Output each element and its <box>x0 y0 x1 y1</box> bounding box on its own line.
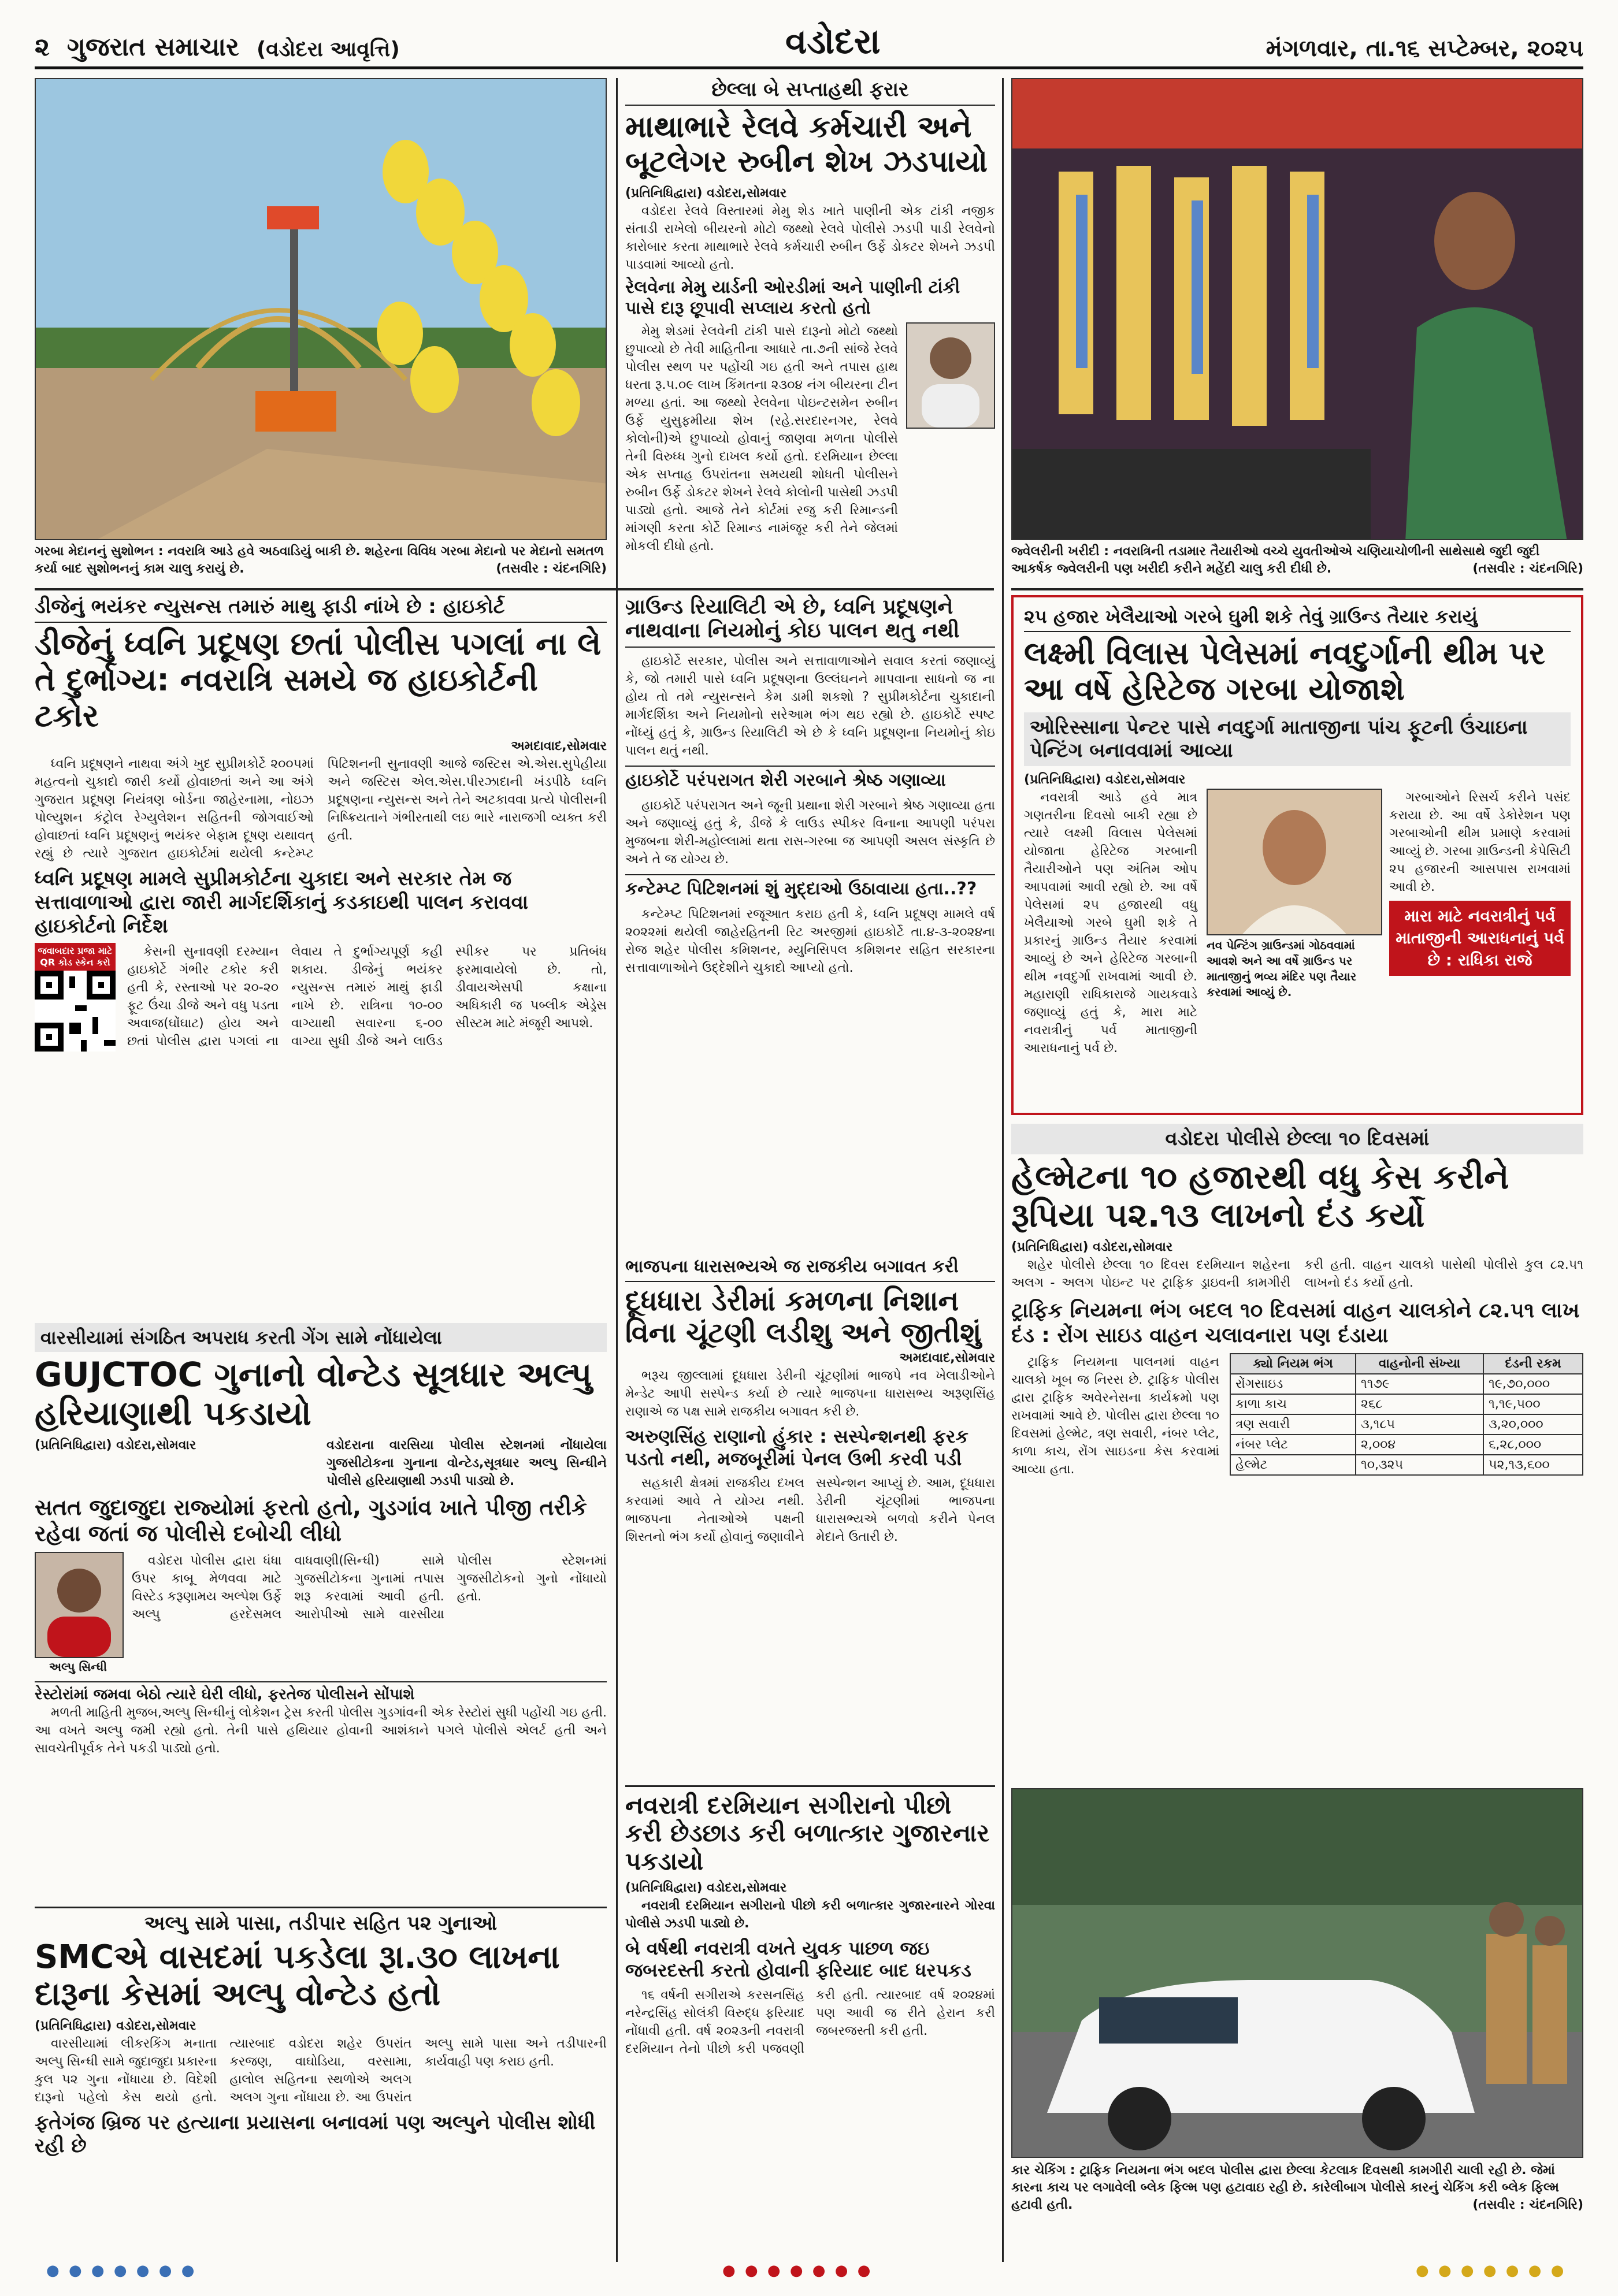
table-cell: હેલ્મેટ <box>1230 1455 1356 1475</box>
table-cell: ૩,૧૮૫ <box>1356 1414 1483 1435</box>
story-kicker: અલ્પુ સામે પાસા, તડીપાર સહિત ૫૨ ગુનાઓ <box>35 1907 607 1935</box>
person-icon <box>36 1553 123 1657</box>
story-kicker: વારસીયામાં સંગઠિત અપરાધ કરતી ગેંગ સામે નોંધાયેલા <box>35 1323 607 1352</box>
story-body-2 <box>625 797 995 868</box>
story-headline: હેલ્મેટના ૧૦ હજારથી વધુ કેસ કરીને રૂપિયા ૫૨.૧૩ લાખનો દંડ કર્યો <box>1011 1157 1509 1235</box>
story-headline: નવરાત્રી દરમિયાન સગીરાનો પીછો કરી છેડછાડ કરી બળાત્કાર ગુજારનાર પકડાયો <box>625 1785 995 1875</box>
story-subhead: સતત જુદાજુદા રાજ્યોમાં ફરતો હતો, ગુડગાંવ ખાતે પીજી તરીકે રહેવા જતાં જ પોલીસે દબોચી લીધો <box>35 1494 587 1547</box>
qr-block <box>35 943 116 1052</box>
fine-table <box>1230 1353 1583 1476</box>
lead-paragraph: નવરાત્રી દરમિયાન સગીરાનો પીછો કરી બળાત્કાર ગુજારનારને ગોરવા પોલીસે ઝડપી પાડ્યો છે. <box>625 1898 995 1931</box>
body-paragraph: કેસની સુનાવણી દરમ્યાન હાઇકોર્ટે ગંભીર ટકોર કરી હતી કે, રસ્તાઓ પર ૨૦-૨૦ ફૂટ ઉંચા ડીજે અને વધુ પડતા અવાજ(ઘોંઘાટ) હોય અને છતાં પોલીસ દ્વારા પગલાં ના લેવાય તે દુર્ભાગ્યપૂર્ણ કહી શકાય. ડીજેનું ભયંકર ન્યુસન્સ તમારું માથું ફાડી નાખે છે. રાત્રિના ૧૦-૦૦ વાગ્યાથી સવારના ૬-૦૦ વાગ્યા સુધી ડીજે અને લાઉડ સ્પીકર પર પ્રતિબંધ ફરમાવાયેલો છે. તો, ડીવાયએસપી કક્ષાના અધિકારી જ પબ્લીક એડ્રેસ સીસ્ટમ માટે મંજૂરી આપશે. <box>127 944 607 1049</box>
story-subhead: હાઇકોર્ટે પરંપરાગત શેરી ગરબાને શ્રેષ્ઠ ગણાવ્યા <box>625 766 995 791</box>
body-paragraph: વડોદરા પોલીસ દ્વારા ધંધા ઉપર કાબૂ મેળવવા માટે વિસ્ટેડ કરૂણામય અલ્પેશ ઉર્ફે અલ્પુ હરદેસમલ વાધવાણી(સિન્ધી) સામે ગુજસીટોકના ગુનામાં તપાસ શરૂ કરવામાં આવી હતી. આરોપીઓ સામે વારસીયા પોલીસ સ્ટેશનમાં ગુજસીટોકનો ગુનો નોંધાયો હતો. <box>132 1553 607 1622</box>
photo-credit: (તસવીર : ચંદનગિરિ) <box>1472 2198 1583 2212</box>
table-cell: નંબર પ્લેટ <box>1230 1435 1356 1455</box>
lead-paragraph: શહેર પોલીસે છેલ્લા ૧૦ દિવસ દરમિયાન શહેરના અલગ - અલગ પોઇન્ટ પર ટ્રાફિક ડ્રાઇવની કામગીરી કરી હતી. વાહન ચાલકો પાસેથી પોલીસે કુલ ૮૨.૫૧ લાખનો દંડ કર્યો હતો. <box>1011 1258 1583 1291</box>
table-cell: ૨૬૮ <box>1356 1394 1483 1414</box>
body-paragraph: હાઇકોર્ટે સરકાર, પોલીસ અને સત્તાવાળાઓને સવાલ કરતાં જણાવ્યું કે, જો તમારી પાસે ધ્વનિ પ્રદૂષણના ઉલ્લંઘનને માપવાના સાધનો જ ના હોય તો તમે ન્યુસન્સને કેમ ડામી શકશો ? સુપ્રીમકોર્ટના ચુકાદાની માર્ગદર્શિકા અને નિયમોનો સરેઆમ ભંગ થઇ રહ્યો છે. હાઇકોર્ટે સ્પષ્ટ નોંધ્યું હતું કે, ગ્રાઉન્ડ રિયાલિટી એ છે કે ધ્વનિ પ્રદૂષણના નિયમોનું કોઇ પાલન થતું નથી. <box>625 653 995 758</box>
body-paragraph: વારસીયામાં લીકરકિંગ મનાતા અલ્પુ સિન્ધી સામે જુદાજુદા પ્રકારના કુલ ૫૨ ગુના નોંધાયા છે. વિદેશી દારૂનો પહેલો કેસ થયો હતો. ત્યારબાદ વડોદરા શહેર ઉપરાંત કરજણ, વાઘોડિયા, વરસામા, હાલોલ સહિતના સ્થળોએ અલગ અલગ ગુના નોંધાયા છે. આ ઉપરાંત અલ્પુ સામે પાસા અને તડીપારની કાર્યવાહી પણ કરાઇ હતી. <box>35 2036 607 2105</box>
story-subhead: ફતેગંજ બ્રિજ પર હત્યાના પ્રયાસના બનાવમાં પણ અલ્પુને પોલીસ શોધી રહી છે <box>35 2111 596 2158</box>
caption-text: ગરબા મેદાનનું સુશોભન : નવરાત્રિ આડે હવે અઠવાડિયું બાકી છે. શહેરના વિવિધ ગરબા મેદાનો પર મેદાનો સમતળ કર્યા બાદ સુશોભનનું કામ ચાલુ કરાયું છે. <box>35 544 604 576</box>
gujctoc-story <box>35 1323 607 1901</box>
lead-paragraph: વડોદરા રેલવે વિસ્તારમાં મેમુ શેડ ખાતે પાણીની એક ટાંકી નજીક સંતાડી રાખેલો બીયરનો મોટો જથ્થો રેલવે પોલીસે ઝડપી પાડી રેલવેનો કારોબાર કરતા માથાભારે રેલવે કર્મચારી રુબીન ઉર્ફે ડોકટર શેખને ઝડપી પાડવામાં આવ્યો હતો. <box>625 203 995 272</box>
story-body-2 <box>35 1704 607 1758</box>
table-row <box>1230 1435 1583 1455</box>
story-subhead-2: કન્ટેમ્પ્ટ પિટિશનમાં શું મુદ્દાઓ ઉઠાવાયા હતા..?? <box>625 874 995 900</box>
car-checking-illustration <box>1012 1789 1583 2158</box>
table-header: દંડની રકમ <box>1483 1354 1583 1374</box>
story-dateline: (પ્રતિનિધિદ્વારા) વડોદરા,સોમવાર <box>1011 1240 1173 1255</box>
story-subhead: રેલવેના મેમુ યાર્ડની ઓરડીમાં અને પાણીની ટાંકી પાસે દારૂ છૂપાવી સપ્લાય કરતો હતો <box>625 277 960 318</box>
alpu-photo <box>35 1552 124 1658</box>
table-cell: રોંગસાઇડ <box>1230 1374 1356 1394</box>
story-subhead: ઓરિસ્સાના પેન્ટર પાસે નવદુર્ગા માતાજીના પાંચ ફૂટની ઉંચાઇના પેન્ટિંગ બનાવવામાં આવ્યા <box>1024 712 1571 767</box>
garba-ground-photo <box>35 78 607 540</box>
story-kicker: ડીજેનું ભયંકર ન્યુસન્સ તમારું માથુ ફાડી નાંખે છે : હાઇકોર્ટ <box>35 595 607 623</box>
body-paragraph: ગરબાઓને રિસર્ચ કરીને પસંદ કરાયા છે. આ વર્ષે ડેકોરેશન પણ ગરબાઓની થીમ પ્રમાણે કરવામાં આવ્યું છે. ગરબા ગ્રાઉન્ડની કેપેસિટી ૨૫ હજારની આસપાસ રાખવામાં આવી છે. <box>1389 790 1571 895</box>
story-headline: ગ્રાઉન્ડ રિયાલિટી એ છે, ધ્વનિ પ્રદૂષણને નાથવાના નિયમોનું કોઇ પાલન થતુ નથી <box>625 595 995 648</box>
story-lead: વડોદરાના વારસિયા પોલીસ સ્ટેશનમાં નોંધાયેલા ગુજસીટોકના ગુનાના વોન્ટેડ,સૂત્રધાર અલ્પુ સિન્ધીને પોલીસે હરિયાણાથી ઝડપી પાડ્યો છે. <box>326 1437 607 1488</box>
qr-code-icon[interactable] <box>35 971 116 1052</box>
story-lead <box>1011 1256 1583 1294</box>
photo-credit: (તસવીર : ચંદનગિરિ) <box>1472 562 1583 576</box>
story-subhead: ટ્રાફિક નિયમના ભંગ બદલ ૧૦ દિવસમાં વાહન ચાલકોને ૮૨.૫૧ લાખ દંડ : રોંગ સાઇડ વાહન ચલાવનારા પણ દંડાયા <box>1011 1299 1580 1348</box>
section-rule <box>35 588 994 590</box>
photo-caption: અલ્પુ સિન્ધી <box>49 1659 107 1674</box>
table-cell: ૧૯,૭૦,૦૦૦ <box>1483 1374 1583 1394</box>
body-paragraph: ટ્રાફિક નિયમના પાલનમાં વાહન ચાલકો ખૂબ જ નિરસ છે. ટ્રાફિક પોલીસ દ્વારા ટ્રાફિક અવેરનેસના કાર્યક્રમો પણ રાખવામાં આવે છે. પોલીસ દ્વારા છેલ્લા ૧૦ દિવસમાં હેલ્મેટ, ત્રણ સવારી, નંબર પ્લેટ, કાળા કાચ, રોંગ સાઇડના કેસ કરવામાં આવ્યા હતા. <box>1011 1354 1219 1477</box>
garba-ground-caption <box>35 543 607 578</box>
table-cell: ૩,૨૦,૦૦૦ <box>1483 1414 1583 1435</box>
laxmi-vilas-story <box>1011 595 1583 1115</box>
smc-story <box>35 1907 607 2236</box>
column-rule <box>1002 78 1004 2262</box>
accused-photo-block <box>35 1552 121 1675</box>
table-cell: કાળા કાચ <box>1230 1394 1356 1414</box>
story-body <box>132 1552 607 1675</box>
portrait-block <box>1207 789 1380 1061</box>
table-header-row <box>1230 1354 1583 1374</box>
table-cell: ૧,૧૯,૫૦૦ <box>1483 1394 1583 1414</box>
table-cell: ૫૨,૧૩,૬૦૦ <box>1483 1455 1583 1475</box>
table-row <box>1230 1394 1583 1414</box>
story-body <box>127 943 607 1052</box>
accused-photo <box>906 322 995 429</box>
caption-text: કાર ચેકિંગ : ટ્રાફિક નિયમના ભંગ બદલ પોલીસ દ્વારા છેલ્લા કેટલાક દિવસથી કામગીરી ચાલી રહી છે. જેમાં કારના કાચ પર લગાવેલી બ્લેક ફિલ્મ પણ હટાવાઇ રહી છે. કારેલીબાગ પોલીસે કારનું ચેકિંગ કરી બ્લેક ફિલ્મ હટાવી હતી. <box>1011 2163 1559 2212</box>
table-row <box>1230 1414 1583 1435</box>
fine-table-block <box>1230 1353 1583 1482</box>
masthead <box>35 14 1583 69</box>
story-kicker: છેલ્લા બે સપ્તાહથી ફરાર <box>625 78 995 106</box>
body-paragraph: હાઇકોર્ટે પરંપરાગત અને જૂની પ્રથાના શેરી ગરબાને શ્રેષ્ઠ ગણાવ્યા હતા અને જણાવ્યું હતું કે, ડીજે કે લાઉડ સ્પીકર વિનાના આપણી પરંપરા મુજબના શેરી-મહોલ્લામાં થતા રાસ-ગરબા જ આપણી અસલ સંસ્કૃતિ છે અને તે જ યોગ્ય છે. <box>625 798 995 867</box>
table-cell: ૧૧૭૯ <box>1356 1374 1483 1394</box>
registration-marks-right: ● ● ● ● ● ● ● <box>1416 2262 1567 2279</box>
jewellery-caption <box>1011 543 1583 578</box>
table-cell: ૬,૨૮,૦૦૦ <box>1483 1435 1583 1455</box>
story-headline: દૂધધારા ડેરીમાં કમળના નિશાન વિના ચૂંટણી લડીશુ અને જીતીશું <box>625 1285 982 1350</box>
car-checking-photo <box>1011 1788 1583 2158</box>
story-dateline: (પ્રતિનિધિદ્વારા) વડોદરા,સોમવાર <box>625 185 787 200</box>
story-lead <box>625 202 995 274</box>
dj-story <box>35 595 607 1317</box>
story-body <box>625 652 995 760</box>
story-body <box>1024 789 1197 1061</box>
story-body <box>625 322 898 559</box>
page-number: ૨ <box>35 32 50 62</box>
body-paragraph: ૧૬ વર્ષની સગીરાએ કરસનસિંહ નરેન્દ્રસિંહ સોલંકી વિરુદ્ધ ફરિયાદ નોંધાવી હતી. વર્ષ ૨૦૨૩ની નવરાત્રી દરમિયાન તેનો પીછો કરી પજવણી કરી હતી. ત્યારબાદ વર્ષ ૨૦૨૪માં પણ આવી જ રીતે હેરાન કરી જબરજસ્તી કરી હતી. <box>625 1987 995 2056</box>
story-dateline: અમદાવાદ,સોમવાર <box>511 739 607 754</box>
story-dateline: (પ્રતિનિધિદ્વારા) વડોદરા,સોમવાર <box>35 2018 196 2033</box>
story-body-2 <box>1389 789 1571 896</box>
story-lead <box>625 1367 995 1421</box>
story-headline: ડીજેનું ધ્વનિ પ્રદૂષણ છતાં પોલીસ પગલાં ના લે તે દુર્ભાગ્ય: નવરાત્રિ સમયે જ હાઇકોર્ટની ટકોર <box>35 626 602 734</box>
story-body <box>625 1986 995 2058</box>
body-paragraph: મેમુ શેડમાં રેલવેની ટાંકી પાસે દારૂનો મોટો જથ્થો છુપાવ્યો છે તેવી માહિતીના આધારે તા.૭ની સાંજે રેલવે પોલીસ સ્થળ પર પહોંચી ગઇ હતી અને તપાસ હાથ ધરતા રૂ.૫.૦૯ લાખ કિંમતના ૨૩૦૪ નંગ બીયરના ટીન મળ્યા હતાં. આ જથ્થો રેલવેના પોઇન્ટસમેન રુબીન ઉર્ફે યુસુફમીયા શેખ (રહે.સરદારનગર, રેલવે કોલોની)એ છુપાવ્યો હોવાનું જાણવા મળતા પોલીસે તેની વિરુધ્ધ ગુનો દાખલ કર્યો હતો. દરમિયાન છેલ્લા એક સપ્તાહ ઉપરાંતના સમયથી શોધતી પોલીસને રુબીન ઉર્ફે ડોકટર શેખને રેલવે કોલોની પાસેથી ઝડપી પાડ્યો હતો. આજે તેને કોર્ટમાં રજુ કરી રિમાન્ડની માંગણી કરતા કોર્ટે રિમાન્ડ નામંજૂર કરી તેને જેલમાં મોકલી દીધો હતો. <box>625 324 898 553</box>
paper-name: ગુજરાત સમાચાર <box>66 32 239 62</box>
radhikaraje-photo <box>1207 789 1382 935</box>
lead-paragraph: ધ્વનિ પ્રદૂષણને નાથવા અંગે ખુદ સુપ્રીમકોર્ટે ૨૦૦૫માં મહત્વનો ચુકાદો જારી કર્યો હોવાછતાં અને આ અંગે ગુજરાત પ્રદૂષણ નિયંત્રણ બોર્ડના જાહેરનામા, નોઇઝ પોલ્યુશન કંટ્રોલ રેગ્યુલેશન સહિતની જોગવાઈઓ હોવાછતાં ધ્વનિ પ્રદૂષણનું ભયંકર બેફામ દૂષણ યથાવત્ રહ્યું છે ત્યારે ગુજરાત હાઇકોર્ટમાં થયેલી કન્ટેમ્પ્ટ પિટિશનની સુનાવણી આજે જસ્ટિસ એ.એસ.સુપેહીયા અને જસ્ટિસ એલ.એસ.પીરઝાદાની ખંડપીઠે ધ્વનિ પ્રદૂષણના ન્યુસન્સ અને તેને અટકાવવા પ્રત્યે પોલીસની નિષ્ક્રિયતાને ગંભીરતાથી લઇ ભારે નારાજગી વ્યક્ત કરી હતી. <box>35 757 607 861</box>
story-dateline: અમદાવાદ,સોમવાર <box>899 1351 995 1366</box>
table-row <box>1230 1455 1583 1475</box>
story-headline: GUJCTOC ગુનાનો વોન્ટેડ સૂત્રધાર અલ્પુ હરિયાણાથી પકડાયો <box>35 1355 592 1433</box>
story-body-row <box>1024 789 1571 1061</box>
story-body-row <box>1011 1353 1583 1482</box>
story-top-row <box>35 1436 607 1490</box>
garba-ground-illustration <box>36 79 607 540</box>
story-kicker: ૨૫ હજાર ખેલૈયાઓ ગરબે ઘુમી શકે તેવું ગ્રાઉન્ડ તૈયાર કરાયું <box>1024 605 1571 632</box>
issue-date: મંગળવાર, તા.૧૬ સપ્ટેમ્બર, ૨૦૨૫ <box>1266 35 1583 62</box>
ground-reality-story <box>625 595 995 1248</box>
qr-label: જવાબદાર પ્રજા માટે QR કોડ સ્કેન કરો <box>35 943 116 971</box>
body-paragraph: કન્ટેમ્પ્ટ પિટિશનમાં રજૂઆત કરાઇ હતી કે, ધ્વનિ પ્રદૂષણ મામલે વર્ષ ૨૦૨૨માં થયેલી જાહેરહિતની રિટ અરજીમાં હાઇકોર્ટે તા.૪-૩-૨૦૨૪ના રોજ શહેર પોલીસ કમિશનર, મ્યુનિસિપલ કમિશનર સહિત સરકારના સત્તાવાળાઓને ઉદ્દેશીને ચુકાદો આપ્યો હતો. <box>625 906 995 975</box>
story-body-row <box>625 322 995 559</box>
table-cell: ૧૦,૩૨૫ <box>1356 1455 1483 1475</box>
table-cell: ૨,૦૦૪ <box>1356 1435 1483 1455</box>
jewellery-photo <box>1011 78 1583 540</box>
registration-marks-left: ● ● ● ● ● ● ● <box>46 2262 197 2279</box>
story-subhead: બે વર્ષથી નવરાત્રી વખતે યુવક પાછળ જઇ જબરદસ્તી કરતો હોવાની ફરિયાદ બાદ ધરપકડ <box>625 1937 971 1982</box>
helmet-story <box>1011 1124 1583 1782</box>
story-body <box>1011 1353 1219 1482</box>
column-rule <box>616 78 618 2262</box>
photo-caption: નવ પેન્ટિંગ ગ્રાઉન્ડમાં ગોઠવવામાં આવશે અને આ વર્ષે ગ્રાઉન્ડ પર માતાજીનું ભવ્ય મંદિર પણ તૈયાર કરવામાં આવ્યું છે. <box>1207 938 1357 1000</box>
table-row <box>1230 1374 1583 1394</box>
story-lead <box>35 755 607 863</box>
story-headline: SMCએ વાસદમાં પકડેલા રૂા.૩૦ લાખના દારૂના કેસમાં અલ્પુ વોન્ટેડ હતો <box>35 1938 560 2013</box>
table-cell: ત્રણ સવારી <box>1230 1414 1356 1435</box>
dudhdhara-story <box>625 1257 995 1777</box>
table-header: ક્યો નિયમ ભંગ <box>1230 1354 1356 1374</box>
lead-paragraph: ભરૂચ જીલ્લામાં દૂધધારા ડેરીની ચૂંટણીમાં ભાજપે નવ ખેલાડીઓને મેન્ડેટ આપી સસ્પેન્ડ કર્યા છે ત્યારે ભાજપના ધારાસભ્ય અરૂણસિંહ રાણાએ જ પક્ષ સામે રાજકીય બગાવત કરી છે. <box>625 1369 995 1420</box>
right-column <box>1389 789 1571 1061</box>
edition: (વડોદરા આવૃત્તિ) <box>256 38 400 61</box>
body-paragraph: સહકારી ક્ષેત્રમાં રાજકીય દખલ કરવામાં આવે તે યોગ્ય નથી. ભાજપના નેતાઓએ પક્ષની શિસ્તનો ભંગ કર્યો હોવાનું જણાવીને સસ્પેન્શન આપ્યું છે. આમ, દૂધધારા ડેરીની ચૂંટણીમાં ભાજપના ધારાસભ્યએ બળવો કરીને પેનલ મેદાને ઉતારી છે. <box>625 1476 995 1545</box>
story-body-row <box>35 1552 607 1675</box>
story-body <box>625 1474 995 1548</box>
person-icon <box>907 324 994 428</box>
railway-story <box>625 78 995 581</box>
jewellery-stall-illustration <box>1012 79 1583 540</box>
story-dateline: (પ્રતિનિધિદ્વારા) વડોદરા,સોમવાર <box>35 1437 196 1452</box>
story-kicker: વડોદરા પોલીસે છેલ્લા ૧૦ દિવસમાં <box>1011 1124 1583 1154</box>
body-paragraph: મળતી માહિતી મુજબ,અલ્પુ સિન્ધીનું લોકેશન ટ્રેસ કરતી પોલીસ ગુડગાંવની એક રેસ્ટોરાં સુધી પહોંચી ગઇ હતી. આ વખતે અલ્પુ જમી રહ્યો હતો. તેની પાસે હથિયાર હોવાની આશંકાને પગલે પોલીસે એલર્ટ હતી અને સાવચેતીપૂર્વક તેને પકડી પાડ્યો હતો. <box>35 1706 607 1756</box>
story-subhead-2: રેસ્ટોરાંમાં જમવા બેઠો ત્યારે ઘેરી લીધો, ફરતેજ પોલીસને સોંપાશે <box>35 1681 607 1704</box>
story-dateline: (પ્રતિનિધિદ્વારા) વડોદરા,સોમવાર <box>625 1880 787 1895</box>
body-paragraph: નવરાત્રી આડે હવે માત્ર ગણતરીના દિવસો બાકી રહ્યા છે ત્યારે લક્ષ્મી વિલાસ પેલેસમાં યોજાતા હેરિટેજ ગરબાની તૈયારીઓને પણ અંતિમ ઓપ આપવામાં આવી રહ્યો છે. આ વર્ષે પેલેસમાં ૨૫ હજારથી વધુ ખેલૈયાઓ ગરબે ઘુમી શકે તે પ્રકારનું ગ્રાઉન્ડ તૈયાર કરવામાં આવ્યું છે અને હેરિટેજ ગરબાની થીમ નવદુર્ગા રાખવામાં આવી છે. મહારાણી રાધિકારાજે ગાયકવાડે જણાવ્યું હતું કે, મારા માટે નવરાત્રીનું પર્વ માતાજીની આરાધનાનું પર્વ છે. <box>1024 790 1197 1056</box>
navratri-case-story <box>625 1785 995 2236</box>
photo-credit: (તસવીર : ચંદનગિરિ) <box>496 562 607 576</box>
masthead-left <box>35 32 400 62</box>
story-subhead: અરુણસિંહ રાણાનો હુંકાર : સસ્પેન્શનથી ફરક પડતો નથી, મજબૂરીમાં પેનલ ઉભી કરવી પડી <box>625 1425 968 1470</box>
table-header: વાહનોની સંખ્યા <box>1356 1354 1483 1374</box>
city-name: વડોદરા <box>785 21 881 62</box>
story-subhead: ધ્વનિ પ્રદૂષણ મામલે સુપ્રીમકોર્ટના ચુકાદા અને સરકાર તેમ જ સત્તાવાળાઓ દ્વારા જારી માર્ગદર્શિકાનું કડકાઇથી પાલન કરાવવા હાઇકોર્ટનો નિર્દેશ <box>35 867 529 938</box>
portrait-icon <box>1208 790 1381 934</box>
story-dateline: (પ્રતિનિધિદ્વારા) વડોદરા,સોમવાર <box>1024 772 1186 787</box>
story-lead <box>625 1897 995 1933</box>
story-kicker: ભાજપના ધારાસભ્યએ જ રાજકીય બગાવત કરી <box>625 1257 995 1282</box>
quote-box: મારા માટે નવરાત્રીનું પર્વ માતાજીની આરાધનાનું પર્વ છે : રાધિકા રાજે <box>1389 901 1571 976</box>
story-body-row <box>35 943 607 1052</box>
story-headline: લક્ષ્મી વિલાસ પેલેસમાં નવદુર્ગાની થીમ પર આ વર્ષે હેરિટેજ ગરબા યોજાશે <box>1024 635 1545 708</box>
registration-marks-center: ● ● ● ● ● ● ● <box>722 2262 873 2279</box>
story-body <box>35 2035 607 2106</box>
story-body-3 <box>625 905 995 977</box>
car-checking-caption <box>1011 2162 1583 2214</box>
section-rule <box>1011 588 1583 590</box>
story-headline: માથાભારે રેલવે કર્મચારી અને બૂટલેગર રુબીન શેખ ઝડપાયો <box>625 110 988 179</box>
caption-text: જ્વેલરીની ખરીદી : નવરાત્રિની તડામાર તૈયારીઓ વચ્ચે યુવતીઓએ ચણિયાચોળીની સાથેસાથે જુદી જુદી આકર્ષક જ્વેલરીની પણ ખરીદી કરીને મહેંદી ચાલુ કરી દીધી છે. <box>1011 544 1540 576</box>
